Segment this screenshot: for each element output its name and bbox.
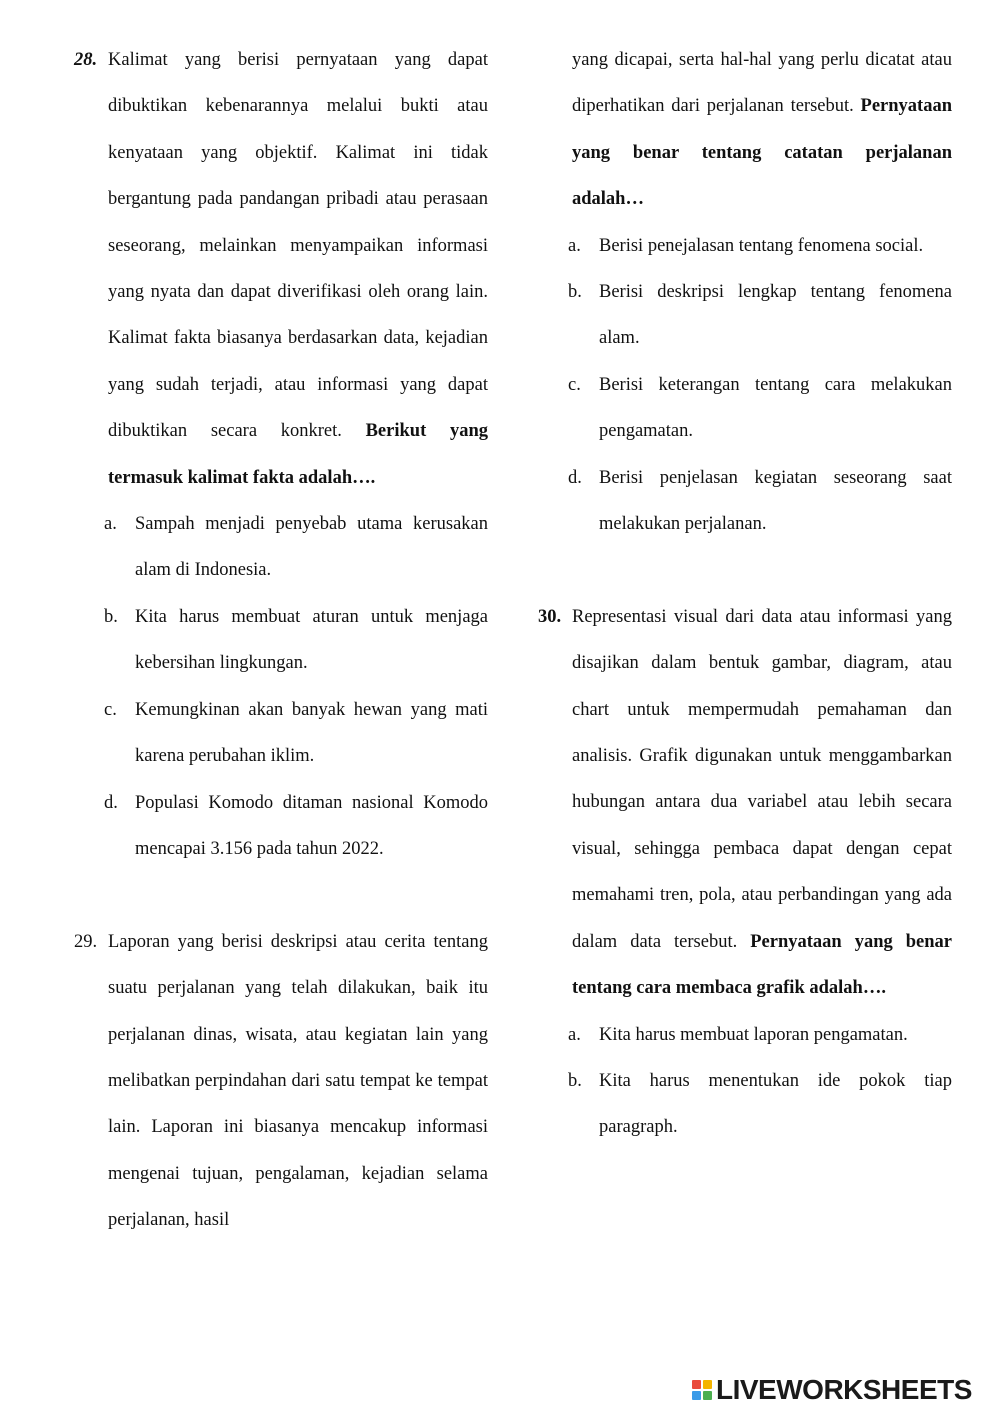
question-stem: Laporan yang berisi deskripsi atau cerita tentang suatu perjalanan yang telah dilakukan, baik itu perjalanan dinas, wisata, atau kegiatan lain yang melibatkan perpindahan dari satu tempat ke tempat lain. Laporan ini biasanya mencakup informasi mengenai tujuan, pengalaman, kejadian selama perjalanan, hasil <box>108 931 488 1231</box>
option-c[interactable]: c. Kemungkinan akan banyak hewan yang mati karena perubahan iklim. <box>104 699 488 767</box>
question-stem: Representasi visual dari data atau informasi yang disajikan dalam bentuk gambar, diagram, atau chart untuk mempermudah pemahaman dan analisis. Grafik digunakan untuk menggambarkan hubungan antara dua variabel atau lebih secara visual, sehingga pembaca dapat dengan cepat memahami tren, pola, atau perbandingan yang ada dalam data tersebut. Pernyataan yang benar tentang cara membaca grafik adalah…. <box>572 606 953 999</box>
option-a[interactable]: a. Kita harus membuat laporan pengamatan. <box>568 1024 908 1045</box>
right-column <box>538 37 952 1151</box>
logo-text: LIVEWORKSHEETS <box>716 1374 972 1405</box>
liveworksheets-logo-icon <box>692 1380 712 1400</box>
option-d[interactable]: d. Berisi penjelasan kegiatan seseorang saat melakukan perjalanan. <box>568 467 952 535</box>
question-number: 30. <box>538 606 562 627</box>
option-b[interactable]: b. Berisi deskripsi lengkap tentang fenomena alam. <box>568 282 952 349</box>
question-number: 29. <box>74 931 98 952</box>
question-stem: Kalimat yang berisi pernyataan yang dapat dibuktikan kebenarannya melalui bukti atau kenyataan yang objektif. Kalimat ini tidak bergantung pada pandangan pribadi atau perasaan seseorang, melainkan menyampaikan informasi yang nyata dan dapat diverifikasi oleh orang lain. Kalimat fakta biasanya berdasarkan data, kejadian yang sudah terjadi, atau informasi yang dapat dibuktikan secara konkret. Berikut yang termasuk kalimat fakta adalah…. <box>108 50 488 488</box>
question-30 <box>538 594 952 1012</box>
liveworksheets-logo <box>692 1374 972 1406</box>
logo-square-green <box>703 1391 712 1400</box>
option-a[interactable]: a. Berisi penejalasan tentang fenomena social. <box>568 235 924 256</box>
option-b[interactable]: b. Kita harus membuat aturan untuk menjaga kebersihan lingkungan. <box>104 606 488 674</box>
question-29 <box>74 919 488 1244</box>
question-29-stem-continued: yang dicapai, serta hal-hal yang perlu dicatat atau diperhatikan dari perjalanan tersebut. Pernyataan yang benar tentang catatan perjalanan adalah… <box>572 50 952 210</box>
option-c[interactable]: c. Berisi keterangan tentang cara melakukan pengamatan. <box>568 374 952 442</box>
question-prompt: Berikut yang termasuk kalimat fakta adalah…. <box>108 421 488 488</box>
option-b[interactable]: b. Kita harus menentukan ide pokok tiap paragraph. <box>568 1070 952 1138</box>
logo-square-yellow <box>703 1380 712 1389</box>
question-number: 28. <box>74 50 98 70</box>
option-d[interactable]: d. Populasi Komodo ditaman nasional Komodo mencapai 3.156 pada tahun 2022. <box>104 792 488 859</box>
question-prompt: Pernyataan yang benar tentang catatan perjalanan adalah… <box>572 96 952 210</box>
logo-square-red <box>692 1380 701 1389</box>
left-column <box>74 37 488 1244</box>
question-28 <box>74 37 488 501</box>
question-prompt: Pernyataan yang benar tentang cara membaca grafik adalah…. <box>572 931 953 999</box>
logo-square-blue <box>692 1391 701 1400</box>
option-a[interactable]: a. Sampah menjadi penyebab utama kerusakan alam di Indonesia. <box>104 514 488 581</box>
